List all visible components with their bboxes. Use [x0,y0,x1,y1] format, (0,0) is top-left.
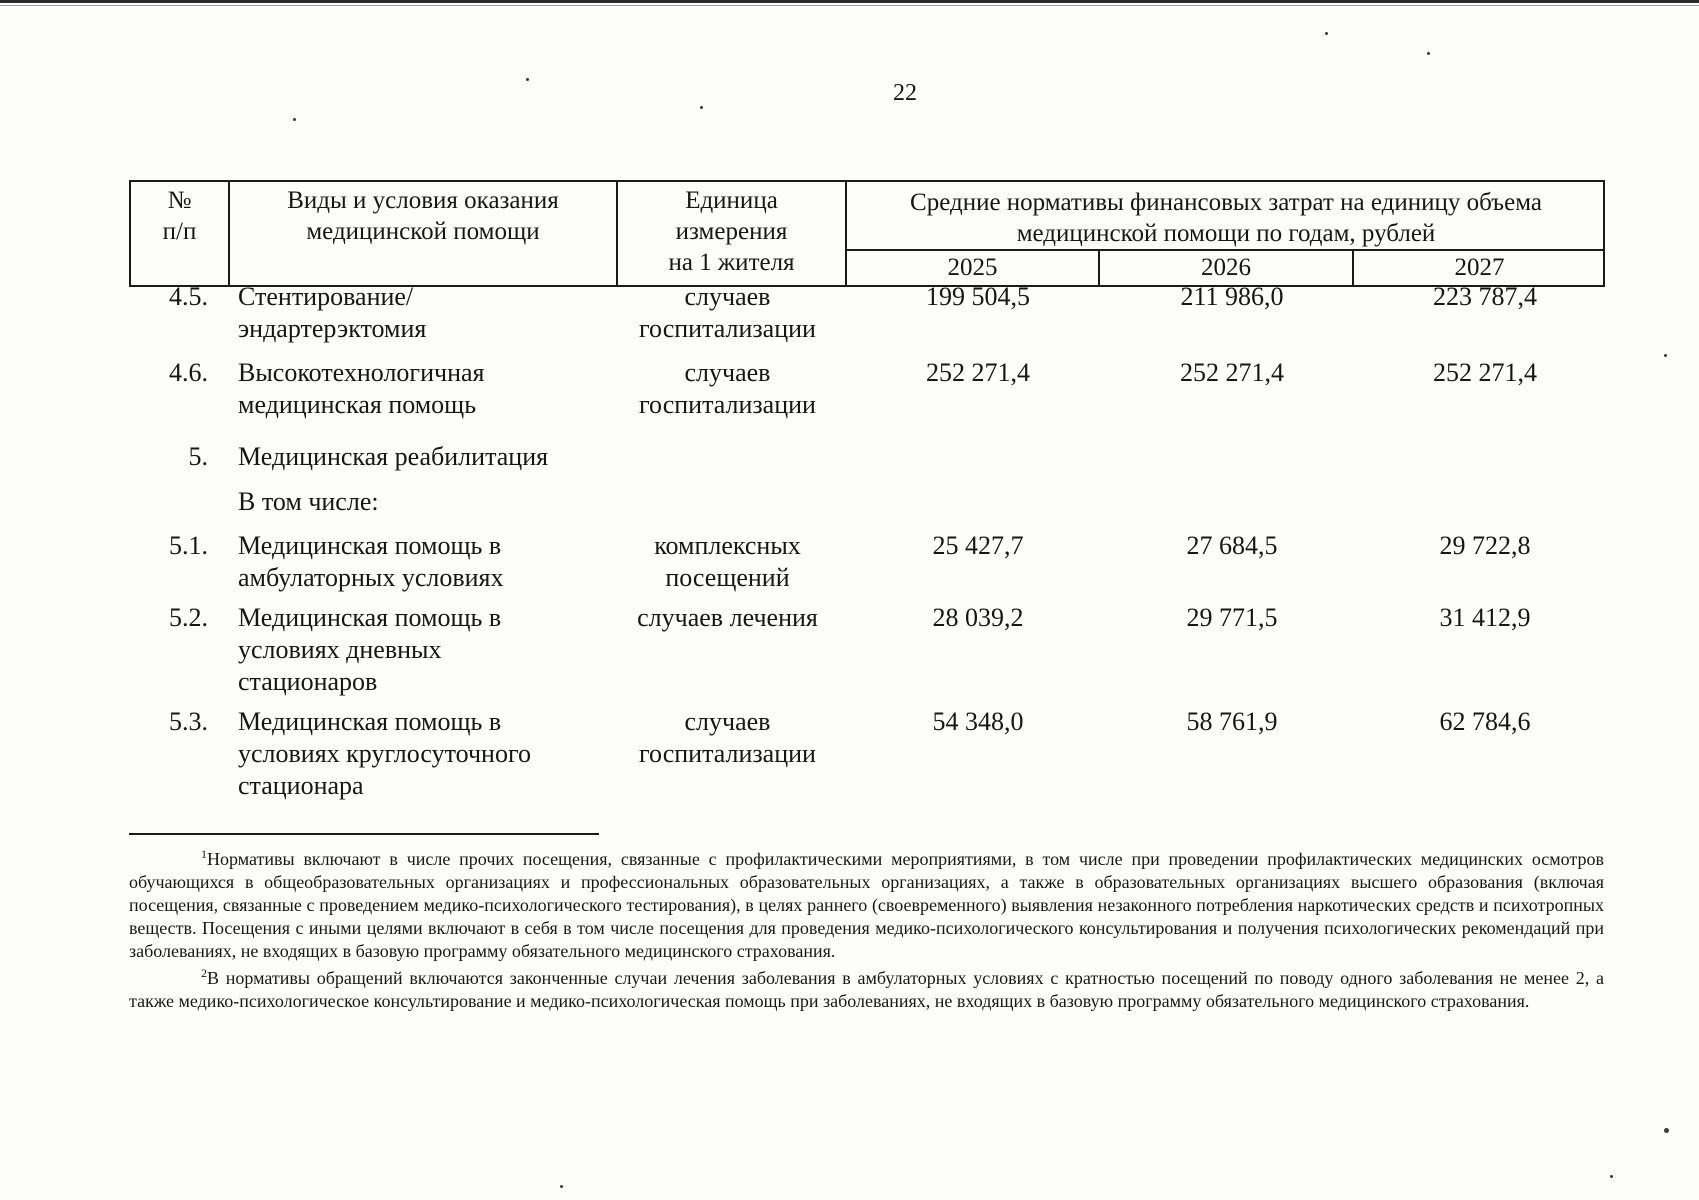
row-name-line: Медицинская помощь в [238,531,502,560]
row-number: 4.5. [169,282,208,311]
row-name [238,281,588,345]
footnote-mark: 1 [201,847,207,861]
scan-speck [1325,32,1328,35]
row-value-2025: 199 504,5 [926,282,1030,311]
row-number: 5.1. [169,531,208,560]
footnote-text: В нормативы обращений включаются законченные случаи лечения заболевания в амбулаторных условиях с кратностью посещений по поводу одного заболевания не менее 2, а также медико-психологическое консультирование и медико-психологическая помощь при заболеваниях, не входящих в базовую программу обязательного медицинского страхования. [129,968,1604,1011]
header-unit-line: Единица [685,187,778,214]
row-name-line: стационаров [238,667,378,696]
header-norms-line: Средние нормативы финансовых затрат на единицу объема [910,189,1542,216]
row-name-line: Стентирование/ [238,282,414,311]
row-name-line: Медицинская реабилитация [238,442,549,471]
row-unit-line: посещений [665,563,790,592]
row-value-2027: 252 271,4 [1433,358,1537,387]
row-name-line: Высокотехнологичная [238,358,485,387]
scan-speck [1664,354,1667,357]
row-name [238,706,588,802]
header-year-2025: 2025 [947,254,998,281]
row-unit-line: случаев лечения [637,603,818,632]
row-unit [615,706,840,770]
header-year-2027: 2027 [1454,254,1505,281]
row-number: 5. [188,442,208,471]
row-name-line: Медицинская помощь в [238,603,502,632]
header-year-2026: 2026 [1201,254,1251,281]
header-norms [847,187,1605,249]
row-name-line: условиях круглосуточного [238,739,531,768]
row-value-2025: 252 271,4 [926,358,1030,387]
row-value-2027: 31 412,9 [1439,603,1531,632]
scan-speck [560,1185,563,1188]
scan-speck [1427,52,1430,55]
row-unit-line: комплексных [654,531,801,560]
page-number: 22 [893,80,917,106]
scan-speck [526,78,529,81]
header-unit-line: на 1 жителя [668,249,795,276]
row-unit [615,530,840,594]
row-unit [615,602,840,634]
header-unit [618,185,845,278]
scan-speck [1610,1175,1613,1178]
row-value-2025: 28 039,2 [932,603,1024,632]
row-name-line: В том числе: [238,487,379,516]
header-num [131,185,228,247]
footnote-separator [129,833,599,835]
row-value-2026: 58 761,9 [1186,707,1278,736]
header-kind-line: медицинской помощи [306,218,540,245]
row-unit-line: госпитализации [639,390,816,419]
footnotes [129,848,1604,1017]
row-name-line: медицинская помощь [238,390,477,419]
row-name-line: стационара [238,771,364,800]
header-years-rule [847,249,1603,251]
row-name [238,530,588,594]
scan-speck [1664,1128,1669,1133]
row-unit [615,281,840,345]
row-unit-line: случаев [684,282,771,311]
header-num-line: п/п [162,218,197,245]
row-unit-line: случаев [684,358,771,387]
row-value-2026: 27 684,5 [1186,531,1278,560]
top-border-line [0,0,1699,3]
table-header [129,180,1605,287]
top-border-shadow [0,5,1699,6]
row-number: 4.6. [169,358,208,387]
footnote-text: Нормативы включают в числе прочих посещения, связанные с профилактическими мероприятиями, в том числе при проведении профилактических медицинских осмотров обучающихся в общеобразовательных организациях и профессиональных образовательных организациях, а также в образовательных организациях высшего образования (включая посещения, связанные с проведением медико-психологического тестирования), в целях раннего (своевременного) выявления незаконного потребления наркотических средств и психотропных веществ. Посещения с иными целями включают в себя в том числе посещения для проведения медико-психологического консультирования и получения психологических рекомендаций при заболеваниях, не входящих в базовую программу обязательного медицинского страхования. [129,849,1604,961]
row-value-2026: 252 271,4 [1180,358,1284,387]
row-number: 5.3. [169,707,208,736]
scan-speck [700,106,703,109]
row-value-2025: 25 427,7 [932,531,1024,560]
row-name [238,441,588,473]
row-name-line: амбулаторных условиях [238,563,504,592]
row-unit-line: госпитализации [639,739,816,768]
header-kind-line: Виды и условия оказания [287,187,559,214]
row-value-2026: 29 771,5 [1186,603,1278,632]
header-unit-line: измерения [675,218,788,245]
row-name-line: Медицинская помощь в [238,707,502,736]
row-name [238,357,588,421]
row-value-2026: 211 986,0 [1180,282,1284,311]
header-num-line: № [167,187,192,214]
row-unit-line: госпитализации [639,314,816,343]
row-number: 5.2. [169,603,208,632]
row-value-2027: 62 784,6 [1439,707,1531,736]
row-unit [615,357,840,421]
row-name-line: эндартерэктомия [238,314,427,343]
footnote-2 [129,967,1604,1013]
footnote-mark: 2 [201,966,207,980]
footnote-1 [129,848,1604,963]
row-name [238,486,588,518]
header-kind [230,185,616,247]
row-name [238,602,588,698]
header-norms-line: медицинской помощи по годам, рублей [1016,220,1436,247]
row-name-line: условиях дневных [238,635,442,664]
scan-speck [293,118,296,121]
row-value-2027: 29 722,8 [1439,531,1531,560]
row-unit-line: случаев [684,707,771,736]
row-value-2025: 54 348,0 [932,707,1024,736]
row-value-2027: 223 787,4 [1433,282,1537,311]
